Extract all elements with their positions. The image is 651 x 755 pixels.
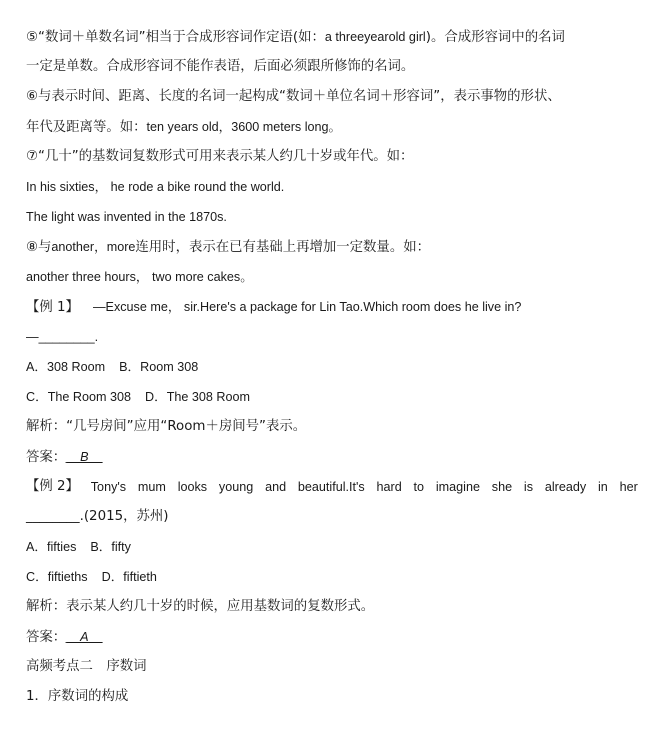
question-word: Tony's [90, 480, 127, 494]
paragraph-line: ⑥与表示时间、距离、长度的名词一起构成“数词＋单位名词＋形容词”，表示事物的形状、 [26, 89, 561, 104]
options-row [26, 357, 638, 377]
question-word: to [413, 480, 425, 494]
paragraph-line: 一定是单数。合成形容词不能作表语，后面必须跟所修饰的名词。 [26, 59, 415, 74]
option-a: A．fifties [26, 540, 77, 554]
paragraph-line [26, 27, 638, 48]
example-text: a threeyearold girl [324, 30, 426, 44]
answer-value: __B__ [66, 450, 103, 464]
analysis-line: 解析：“几号房间”应用“Room＋房间号”表示。 [26, 419, 307, 434]
answer-label: 答案： [26, 450, 67, 465]
question-word: is [523, 480, 534, 494]
options-row [26, 567, 638, 587]
option-d: D．fiftieth [101, 570, 157, 584]
options-row [26, 537, 638, 557]
option-b: B．Room 308 [119, 360, 199, 374]
text: 年代及距离等。如： [26, 120, 147, 135]
example-text: ten years old，3600 meters long。 [146, 120, 342, 134]
answer-blank: ________.(2015，苏州) [26, 509, 169, 524]
option-a: A．308 Room [26, 360, 106, 374]
question-word: her [619, 480, 638, 494]
answer-line [26, 447, 638, 468]
answer-value: __A__ [66, 630, 103, 644]
example-sentence: In his sixties， he rode a bike round the world. [26, 180, 285, 194]
question-word: young [218, 480, 254, 494]
question-text: —Excuse me， sir.Here's a package for Lin Tao.Which room does he live in? [92, 300, 522, 314]
answer-blank: —________. [26, 330, 99, 344]
section-heading: 高频考点二 序数词 [26, 659, 147, 674]
example-sentence: another three hours， two more cakes。 [26, 270, 253, 284]
question-word: already [544, 480, 587, 494]
text: ⑤“数词＋单数名词”相当于合成形容词作定语(如： [26, 30, 325, 45]
example-2-question [26, 477, 638, 497]
option-d: D．The 308 Room [145, 390, 250, 404]
paragraph-line [26, 237, 638, 258]
question-word: in [597, 480, 608, 494]
option-c: C．The Room 308 [26, 390, 131, 404]
question-word: imagine [435, 480, 480, 494]
analysis-line: 解析：表示某人约几十岁的时候，应用基数词的复数形式。 [26, 599, 375, 614]
paragraph-line: ⑦“几十”的基数词复数形式可用来表示某人约几十岁或年代。如： [26, 149, 414, 164]
question-word: mum [137, 480, 166, 494]
paragraph-line [26, 117, 638, 138]
answer-line [26, 627, 638, 648]
text: )。合成形容词中的名词 [425, 30, 565, 45]
text: 连用时，表示在已有基础上再增加一定数量。如： [135, 240, 430, 255]
question-word: looks [177, 480, 208, 494]
example-tag: 【例 1】 [26, 300, 79, 315]
question-word: she [491, 480, 513, 494]
example-sentence: The light was invented in the 1870s. [26, 210, 227, 224]
options-row [26, 387, 638, 407]
option-c: C．fiftieths [26, 570, 88, 584]
example-tag: 【例 2】 [26, 479, 79, 494]
question-word: hard [376, 480, 402, 494]
answer-label: 答案： [26, 630, 67, 645]
text: ⑧与 [26, 240, 52, 255]
question-word: beautiful.It's [297, 480, 365, 494]
example-1-question [26, 297, 638, 318]
question-word: and [265, 480, 287, 494]
option-b: B．fifty [90, 540, 131, 554]
list-item: 1．序数词的构成 [26, 689, 129, 704]
example-text: another，more [51, 240, 136, 254]
